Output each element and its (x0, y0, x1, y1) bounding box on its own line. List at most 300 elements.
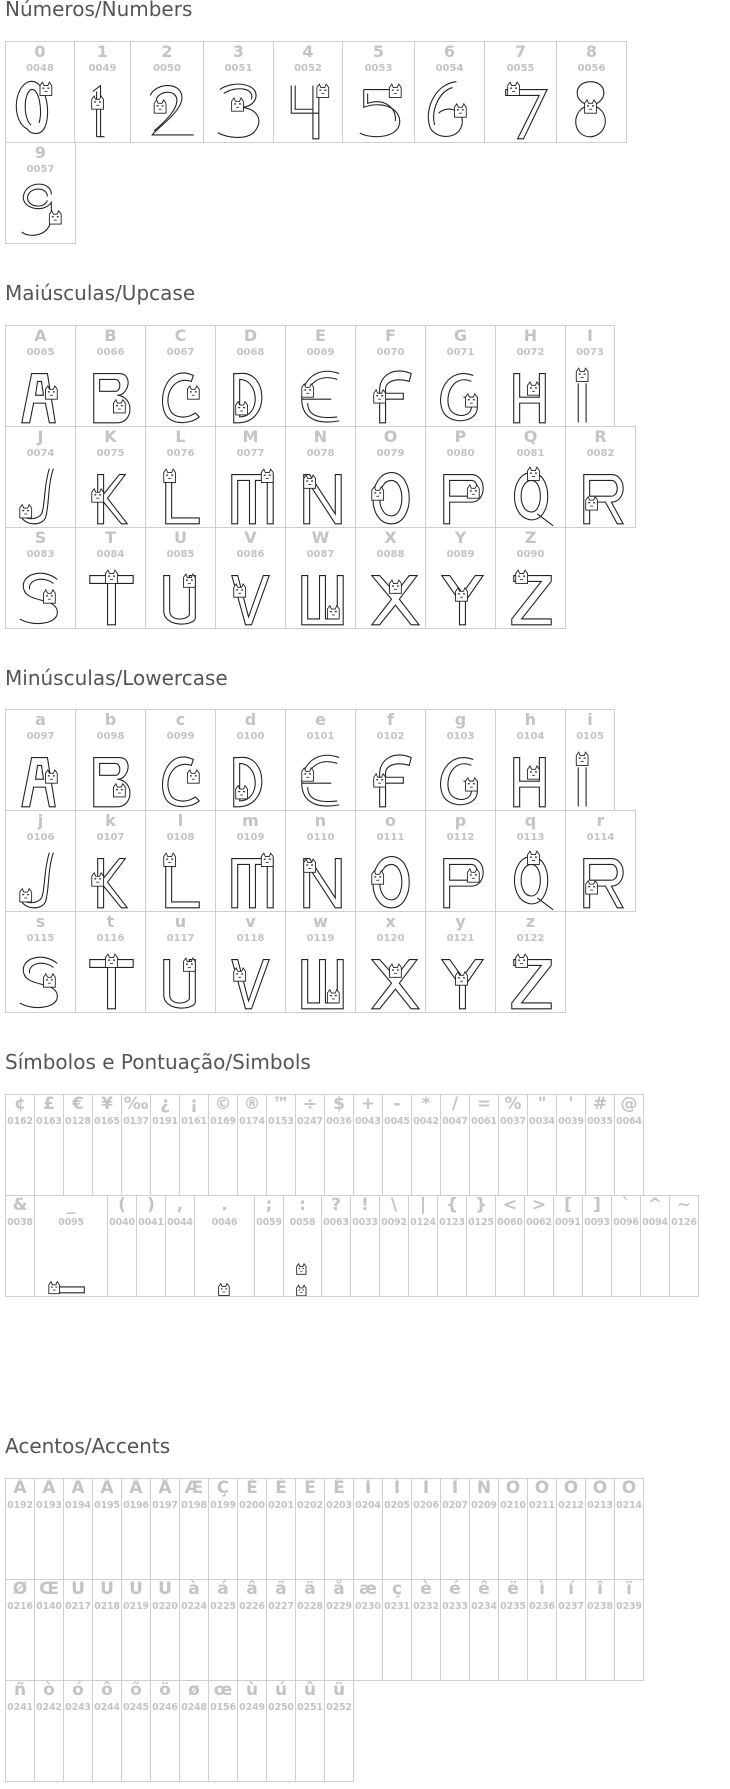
glyph-code-label: 0054 (435, 63, 464, 74)
glyph-cell (92, 1478, 122, 1580)
glyph-code-label: 0161 (181, 1116, 207, 1127)
cat-glyph-icon (426, 710, 495, 810)
glyph-code-label: 0237 (558, 1601, 584, 1612)
glyph-code-label: 0036 (326, 1116, 352, 1127)
glyph-char-label: d (244, 710, 257, 729)
glyph-cell (150, 1094, 180, 1196)
glyph-cell (208, 1094, 238, 1196)
cat-glyph-icon (274, 42, 342, 142)
cat-glyph-icon (496, 528, 565, 628)
cat-glyph-icon (566, 811, 635, 911)
glyph-code-label: 0126 (671, 1217, 697, 1228)
glyph-char-label: O (383, 427, 398, 446)
glyph-char-label: a (35, 710, 46, 729)
glyph-char-label: ó (72, 1680, 84, 1700)
glyph-char-label: ä (304, 1579, 316, 1599)
glyph-code-label: 0052 (294, 63, 322, 74)
glyph-code-label: 0057 (26, 164, 55, 175)
glyph-char-label: N (313, 427, 328, 446)
cat-glyph-icon (76, 710, 145, 810)
glyph-cell (34, 1680, 64, 1782)
glyph-char-label: 2 (161, 42, 173, 61)
glyph-char-label: Ô (563, 1478, 579, 1498)
glyph-char-label: ¿ (160, 1094, 170, 1114)
glyph-cell (295, 1680, 325, 1782)
glyph-cell (194, 1195, 255, 1297)
glyph-char-label: E (315, 326, 326, 345)
glyph-cell (203, 41, 274, 143)
glyph-code-label: 0124 (410, 1217, 436, 1228)
glyph-cell (285, 709, 356, 811)
cat-glyph-icon (496, 427, 565, 527)
glyph-char-label: U (174, 528, 187, 547)
glyph-cell (179, 1094, 209, 1196)
glyph-cell (614, 1094, 644, 1196)
glyph-char-label: $ (333, 1094, 345, 1114)
glyph-code-label: 0250 (268, 1702, 294, 1713)
glyph-char-label: g (454, 710, 467, 729)
glyph-cell (5, 1478, 35, 1580)
glyph-cell (145, 325, 216, 427)
glyph-code-label: 0174 (239, 1116, 265, 1127)
glyph-code-label: 0125 (468, 1217, 494, 1228)
glyph-code-label: 0046 (211, 1217, 238, 1228)
cat-glyph-icon (131, 42, 203, 142)
glyph-char-label: u (174, 912, 187, 931)
glyph-char-label: Ü (158, 1579, 172, 1599)
glyph-char-label: r (596, 811, 605, 830)
glyph-cell (556, 41, 627, 143)
glyph-cell (237, 1579, 267, 1681)
glyph-code-label: 0071 (446, 347, 475, 358)
cat-glyph-icon (496, 912, 565, 1012)
glyph-cell (145, 810, 216, 912)
glyph-code-label: 0239 (616, 1601, 642, 1612)
glyph-cell (63, 1680, 93, 1782)
glyph-char-label: % (504, 1094, 522, 1114)
glyph-char-label: ) (147, 1195, 155, 1215)
glyph-cell (353, 1478, 383, 1580)
glyph-cell (75, 325, 146, 427)
glyph-code-label: 0040 (109, 1217, 135, 1228)
glyph-code-label: 0121 (446, 933, 475, 944)
cat-glyph-icon (146, 528, 215, 628)
cat-glyph-icon (356, 710, 425, 810)
glyph-char-label: w (313, 912, 328, 931)
glyph-cell (425, 709, 496, 811)
glyph-char-label: è (420, 1579, 432, 1599)
glyph-cell (285, 527, 356, 629)
glyph-cell (208, 1478, 238, 1580)
glyph-char-label: ÷ (302, 1094, 318, 1114)
glyph-cell (355, 709, 426, 811)
glyph-cell (355, 527, 426, 629)
glyph-char-label: Ç (216, 1478, 230, 1498)
glyph-cell (215, 527, 286, 629)
glyph-char-label: ( (118, 1195, 126, 1215)
glyph-char-label: K (104, 427, 117, 446)
glyph-char-label: Ò (505, 1478, 521, 1498)
glyph-cell (179, 1478, 209, 1580)
glyph-code-label: 0073 (576, 347, 604, 358)
glyph-code-label: 0058 (289, 1217, 316, 1228)
cat-glyph-icon (485, 42, 556, 142)
glyph-char-label: î (597, 1579, 603, 1599)
glyph-cell (5, 426, 76, 528)
glyph-cell (34, 1579, 64, 1681)
glyph-char-label: 3 (232, 42, 245, 61)
glyph-code-label: 0050 (153, 63, 181, 74)
glyph-char-label: G (453, 326, 468, 345)
glyph-cell (440, 1094, 470, 1196)
cat-glyph-icon (146, 811, 215, 911)
glyph-cell (425, 911, 496, 1013)
glyph-char-label: ø (188, 1680, 200, 1700)
glyph-char-label: ú (274, 1680, 288, 1700)
glyph-code-label: 0234 (471, 1601, 497, 1612)
cat-glyph-icon (6, 326, 75, 426)
glyph-code-label: 0163 (36, 1116, 62, 1127)
glyph-code-label: 0063 (323, 1217, 349, 1228)
glyph-cell (669, 1195, 699, 1297)
glyph-char-label: ã (275, 1579, 287, 1599)
glyph-code-label: 0066 (96, 347, 125, 358)
glyph-code-label: 0055 (506, 63, 535, 74)
glyph-code-label: 0195 (94, 1500, 120, 1511)
glyph-cell (640, 1195, 670, 1297)
glyph-code-label: 0087 (306, 549, 335, 560)
glyph-cell (469, 1478, 499, 1580)
glyph-code-label: 0108 (166, 832, 195, 843)
glyph-cell (411, 1094, 441, 1196)
glyph-code-label: 0085 (166, 549, 195, 560)
glyph-char-label: } (474, 1195, 488, 1215)
cat-glyph-icon (566, 710, 614, 810)
glyph-cell (5, 325, 76, 427)
cat-glyph-icon (496, 710, 565, 810)
section-title-numbers: Números/Numbers (5, 0, 193, 21)
glyph-cell (34, 1195, 108, 1297)
glyph-cell (74, 41, 131, 143)
cat-glyph-icon (356, 912, 425, 1012)
glyph-cell (107, 1195, 137, 1297)
glyph-code-label: 0243 (65, 1702, 91, 1713)
glyph-char-label: i (587, 710, 593, 729)
glyph-char-label: 9 (34, 143, 47, 162)
glyph-char-label: Á (42, 1478, 56, 1498)
glyph-cell (5, 1579, 35, 1681)
cat-glyph-icon (286, 326, 355, 426)
glyph-code-label: 0092 (381, 1217, 407, 1228)
glyph-code-label: 0097 (26, 731, 55, 742)
glyph-char-label: R (594, 427, 607, 446)
glyph-cell (611, 1195, 641, 1297)
glyph-cell (208, 1579, 238, 1681)
glyph-char-label: â (246, 1579, 258, 1599)
glyph-cell (614, 1478, 644, 1580)
glyph-cell (411, 1478, 441, 1580)
glyph-code-label: 0083 (26, 549, 55, 560)
glyph-cell (75, 911, 146, 1013)
cat-glyph-icon (216, 427, 285, 527)
glyph-char-label: À (13, 1478, 27, 1498)
glyph-cell (498, 1478, 528, 1580)
cat-glyph-icon (6, 528, 75, 628)
glyph-char-label: ' (568, 1094, 574, 1114)
glyph-cell (425, 426, 496, 528)
glyph-char-label: t (106, 912, 115, 931)
cat-glyph-icon (6, 912, 75, 1012)
glyph-cell (215, 810, 286, 912)
glyph-char-label: ® (243, 1094, 261, 1114)
cat-glyph-icon (76, 912, 145, 1012)
glyph-cell (495, 426, 566, 528)
glyph-code-label: 0062 (526, 1217, 552, 1228)
cat-glyph-icon (204, 42, 273, 142)
glyph-cell (150, 1680, 180, 1782)
glyph-code-label: 0096 (613, 1217, 639, 1228)
glyph-cell (556, 1478, 586, 1580)
glyph-cell (266, 1094, 296, 1196)
glyph-cell (215, 325, 286, 427)
glyph-char-label: I (587, 326, 593, 345)
glyph-code-label: 0035 (587, 1116, 613, 1127)
glyph-cell (145, 709, 216, 811)
glyph-char-label: Ê (304, 1478, 316, 1498)
glyph-cell (130, 41, 204, 143)
glyph-cell (145, 911, 216, 1013)
glyph-char-label: ^ (647, 1195, 663, 1215)
glyph-cell (324, 1478, 354, 1580)
cat-glyph-icon (415, 42, 484, 142)
glyph-code-label: 0205 (384, 1500, 410, 1511)
cat-glyph-icon (216, 528, 285, 628)
glyph-code-label: 0099 (166, 731, 195, 742)
glyph-cell (254, 1195, 284, 1297)
glyph-cell (92, 1579, 122, 1681)
cat-glyph-icon (6, 811, 75, 911)
glyph-char-label: á (217, 1579, 229, 1599)
glyph-char-label: ê (478, 1579, 490, 1599)
glyph-char-label: z (525, 912, 536, 931)
glyph-code-label: 0091 (555, 1217, 581, 1228)
glyph-code-label: 0203 (326, 1500, 352, 1511)
glyph-char-label: ! (361, 1195, 369, 1215)
glyph-cell (295, 1478, 325, 1580)
glyph-code-label: 0074 (26, 448, 55, 459)
glyph-cell (273, 41, 343, 143)
glyph-cell (285, 325, 356, 427)
cat-glyph-icon (76, 811, 145, 911)
glyph-code-label: 0245 (123, 1702, 149, 1713)
glyph-char-label: : (299, 1195, 306, 1215)
glyph-cell (5, 911, 76, 1013)
glyph-cell (355, 810, 426, 912)
glyph-code-label: 0225 (210, 1601, 236, 1612)
glyph-code-label: 0227 (268, 1601, 294, 1612)
glyph-code-label: 0137 (123, 1116, 149, 1127)
glyph-code-label: 0199 (210, 1500, 236, 1511)
glyph-code-label: 0198 (181, 1500, 207, 1511)
glyph-code-label: 0067 (166, 347, 195, 358)
glyph-cell (495, 810, 566, 912)
glyph-char-label: M (242, 427, 259, 446)
glyph-char-label: x (385, 912, 396, 931)
glyph-char-label: ‰ (123, 1094, 149, 1114)
glyph-cell (179, 1680, 209, 1782)
glyph-code-label: 0249 (239, 1702, 265, 1713)
glyph-cell (150, 1478, 180, 1580)
glyph-cell (75, 527, 146, 629)
glyph-char-label: [ (564, 1195, 572, 1215)
glyph-char-label: Y (454, 528, 467, 547)
glyph-cell (121, 1579, 151, 1681)
glyph-cell (585, 1094, 615, 1196)
cat-glyph-icon (286, 710, 355, 810)
glyph-char-label: ë (507, 1579, 519, 1599)
glyph-char-label: m (242, 811, 259, 830)
glyph-char-label: Ñ (476, 1478, 492, 1498)
glyph-code-label: 0114 (586, 832, 615, 843)
glyph-char-label: f (387, 710, 394, 729)
glyph-code-label: 0244 (94, 1702, 120, 1713)
cat-glyph-icon (356, 326, 425, 426)
glyph-char-label: o (385, 811, 396, 830)
glyph-code-label: 0128 (65, 1116, 91, 1127)
glyph-code-label: 0196 (123, 1500, 149, 1511)
glyph-code-label: 0226 (239, 1601, 265, 1612)
glyph-cell (484, 41, 557, 143)
glyph-cell (237, 1094, 267, 1196)
glyph-cell (5, 810, 76, 912)
glyph-char-label: " (537, 1094, 547, 1114)
glyph-char-label: ? (331, 1195, 341, 1215)
glyph-code-label: 0233 (442, 1601, 468, 1612)
glyph-char-label: ï (626, 1579, 632, 1599)
glyph-cell (5, 41, 75, 143)
glyph-char-label: k (105, 811, 116, 830)
glyph-code-label: 0070 (376, 347, 405, 358)
glyph-code-label: 0068 (236, 347, 265, 358)
glyph-code-label: 0059 (256, 1217, 282, 1228)
glyph-code-label: 0113 (516, 832, 545, 843)
glyph-cell (5, 1680, 35, 1782)
glyph-code-label: 0106 (26, 832, 55, 843)
glyph-char-label: Ö (621, 1478, 637, 1498)
glyph-char-label: J (37, 427, 44, 446)
glyph-char-label: _ (66, 1195, 76, 1215)
section-title-symbols: Símbolos e Pontuação/Simbols (5, 1050, 311, 1074)
glyph-cell (425, 810, 496, 912)
glyph-char-label: Ì (364, 1478, 372, 1498)
glyph-char-label: B (104, 326, 117, 345)
glyph-code-label: 0081 (516, 448, 545, 459)
glyph-char-label: y (455, 912, 466, 931)
glyph-code-label: 0220 (152, 1601, 178, 1612)
glyph-char-label: Æ (184, 1478, 204, 1498)
glyph-code-label: 0140 (36, 1601, 62, 1612)
glyph-cell (5, 1094, 35, 1196)
glyph-char-label: 1 (96, 42, 109, 61)
glyph-cell (63, 1094, 93, 1196)
glyph-cell (208, 1680, 238, 1782)
glyph-char-label: Ú (100, 1579, 114, 1599)
cat-glyph-icon (6, 427, 75, 527)
glyph-cell (355, 911, 426, 1013)
glyph-code-label: 0078 (306, 448, 335, 459)
glyph-char-label: L (175, 427, 186, 446)
glyph-cell (75, 709, 146, 811)
glyph-cell (582, 1195, 612, 1297)
glyph-code-label: 0231 (384, 1601, 410, 1612)
glyph-cell (466, 1195, 496, 1297)
glyph-cell (63, 1478, 93, 1580)
glyph-code-label: 0079 (376, 448, 405, 459)
glyph-code-label: 0119 (306, 933, 335, 944)
glyph-code-label: 0213 (587, 1500, 613, 1511)
glyph-char-label: j (37, 811, 44, 830)
glyph-cell (382, 1579, 412, 1681)
cat-glyph-icon (343, 42, 414, 142)
glyph-char-label: Ù (71, 1579, 85, 1599)
glyph-code-label: 0194 (65, 1500, 91, 1511)
cat-glyph-icon (146, 912, 215, 1012)
glyph-cell (425, 527, 496, 629)
glyph-cell (414, 41, 485, 143)
glyph-cell (5, 527, 76, 629)
glyph-char-label: ç (391, 1579, 403, 1599)
cat-glyph-icon (426, 427, 495, 527)
glyph-cell (215, 426, 286, 528)
glyph-cell (565, 810, 636, 912)
glyph-char-label: X (384, 528, 397, 547)
glyph-cell (382, 1478, 412, 1580)
glyph-char-label: Ó (534, 1478, 550, 1498)
cat-glyph-icon (75, 42, 130, 142)
glyph-code-label: 0064 (616, 1116, 642, 1127)
glyph-cell (150, 1579, 180, 1681)
glyph-code-label: 0080 (446, 448, 475, 459)
glyph-code-label: 0238 (587, 1601, 613, 1612)
glyph-char-label: ¥ (101, 1094, 113, 1114)
glyph-cell (469, 1579, 499, 1681)
glyph-char-label: s (35, 912, 46, 931)
glyph-cell (437, 1195, 467, 1297)
glyph-code-label: 0212 (558, 1500, 584, 1511)
glyph-code-label: 0123 (439, 1217, 465, 1228)
glyph-code-label: 0200 (239, 1500, 265, 1511)
glyph-cell (237, 1478, 267, 1580)
glyph-code-label: 0048 (26, 63, 54, 74)
glyph-char-label: Q (523, 427, 538, 446)
glyph-code-label: 0033 (352, 1217, 378, 1228)
cat-glyph-icon (195, 1196, 254, 1296)
cat-glyph-icon (426, 912, 495, 1012)
glyph-char-label: Â (71, 1478, 85, 1498)
glyph-code-label: 0218 (94, 1601, 120, 1612)
glyph-cell (285, 810, 356, 912)
glyph-cell (215, 911, 286, 1013)
glyph-char-label: F (385, 326, 396, 345)
cat-glyph-icon (76, 326, 145, 426)
glyph-code-label: 0216 (7, 1601, 33, 1612)
cat-glyph-icon (6, 143, 75, 243)
glyph-code-label: 0197 (152, 1500, 178, 1511)
glyph-cell (585, 1478, 615, 1580)
glyph-char-label: , (176, 1195, 184, 1215)
glyph-code-label: 0034 (529, 1116, 555, 1127)
glyph-char-label: à (188, 1579, 200, 1599)
